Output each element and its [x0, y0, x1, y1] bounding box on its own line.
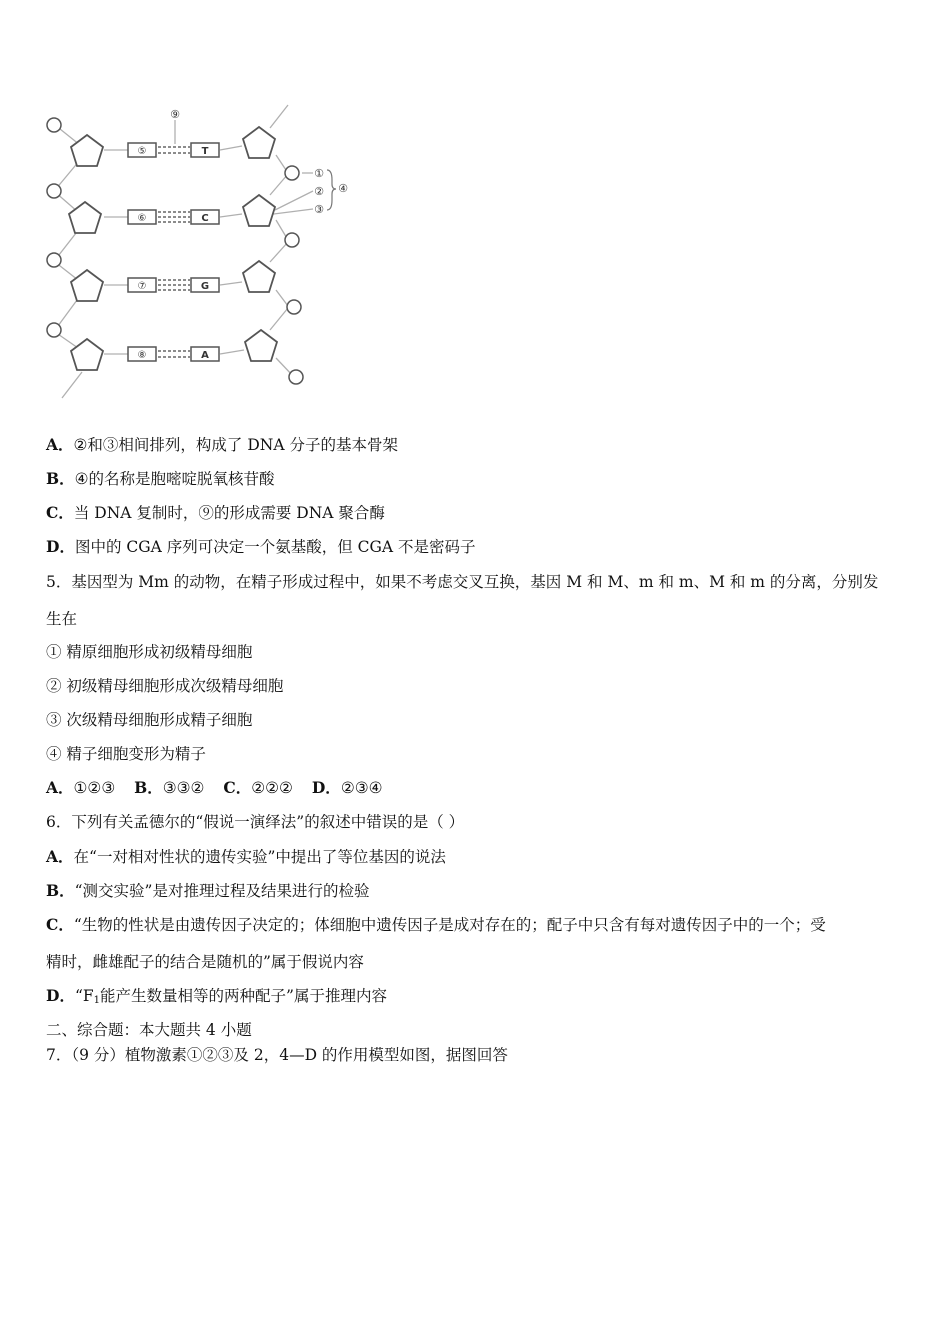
q4-option-b: B．④的名称是胞嘧啶脱氧核苷酸 — [46, 469, 275, 488]
q4-option-d: D．图中的 CGA 序列可决定一个氨基酸，但 CGA 不是密码子 — [46, 537, 476, 556]
base-C: C — [201, 213, 209, 224]
label-1: ① — [314, 167, 324, 180]
label-6: ⑥ — [137, 213, 147, 224]
base-G: G — [200, 281, 210, 292]
q6-option-a: A．在“一对相对性状的遗传实验”中提出了等位基因的说法 — [46, 847, 446, 866]
q5-option-a: ①②③ — [73, 779, 116, 797]
q5-option-c-letter: C． — [223, 778, 252, 797]
q5-option-d-letter: D． — [311, 778, 341, 797]
q5-item-3: ③ 次级精母细胞形成精子细胞 — [46, 711, 253, 729]
base-A: A — [201, 350, 209, 361]
q6-stem: 6．下列有关孟德尔的“假说一演绎法”的叙述中错误的是（ ） — [46, 813, 465, 831]
label-8: ⑧ — [137, 350, 147, 361]
label-2: ② — [314, 185, 324, 198]
section-2-heading: 二、综合题：本大题共 4 小题 — [46, 1021, 252, 1039]
q5-stem-line2: 生在 — [46, 610, 78, 628]
label-9: ⑨ — [170, 108, 180, 121]
label-3: ③ — [314, 203, 324, 216]
label-7: ⑦ — [137, 281, 147, 292]
q5-option-c: ②②② — [251, 779, 293, 797]
label-4: ④ — [338, 182, 348, 195]
q5-option-d: ②③④ — [340, 779, 383, 797]
base-boxes — [128, 143, 219, 361]
q4-option-a: A．②和③相间排列，构成了 DNA 分子的基本骨架 — [46, 435, 398, 454]
q5-stem-line1: 5．基因型为 Mm 的动物，在精子形成过程中，如果不考虑交叉互换，基因 M 和 M、m 和 m、M 和 m 的分离，分别发 — [46, 573, 879, 591]
q5-item-2: ② 初级精母细胞形成次级精母细胞 — [46, 677, 284, 695]
q4-option-c: C．当 DNA 复制时，⑨的形成需要 DNA 聚合酶 — [46, 503, 385, 522]
q5-option-b-letter: B． — [134, 778, 163, 797]
q6-option-c-line1: C．“生物的性状是由遗传因子决定的；体细胞中遗传因子是成对存在的；配子中只含有每对遗传因子中的一个；受 — [46, 915, 826, 934]
q6-option-b: B．“测交实验”是对推理过程及结果进行的检验 — [46, 881, 370, 900]
label-5: ⑤ — [137, 146, 147, 157]
q5-item-1: ① 精原细胞形成初级精母细胞 — [46, 643, 253, 661]
q6-option-d: D．“$F_1$能产生数量相等的两种配子”属于推理内容 — [46, 986, 387, 1006]
hydrogen-bonds — [158, 147, 190, 357]
deoxyribose-sugars — [69, 127, 277, 370]
base-T: T — [201, 146, 209, 157]
q5-item-4: ④ 精子细胞变形为精子 — [46, 745, 206, 763]
q6-option-c-line2: 精时，雌雄配子的结合是随机的”属于假说内容 — [46, 953, 364, 971]
q7-stem: 7．（9 分）植物激素①②③及 2，4—D 的作用模型如图，据图回答 — [46, 1046, 508, 1064]
brace — [327, 170, 336, 210]
q5-option-b: ③③② — [162, 779, 205, 797]
dna-structure-diagram — [40, 100, 360, 405]
q5-options — [46, 778, 383, 798]
q5-option-a-letter: A． — [46, 778, 74, 797]
